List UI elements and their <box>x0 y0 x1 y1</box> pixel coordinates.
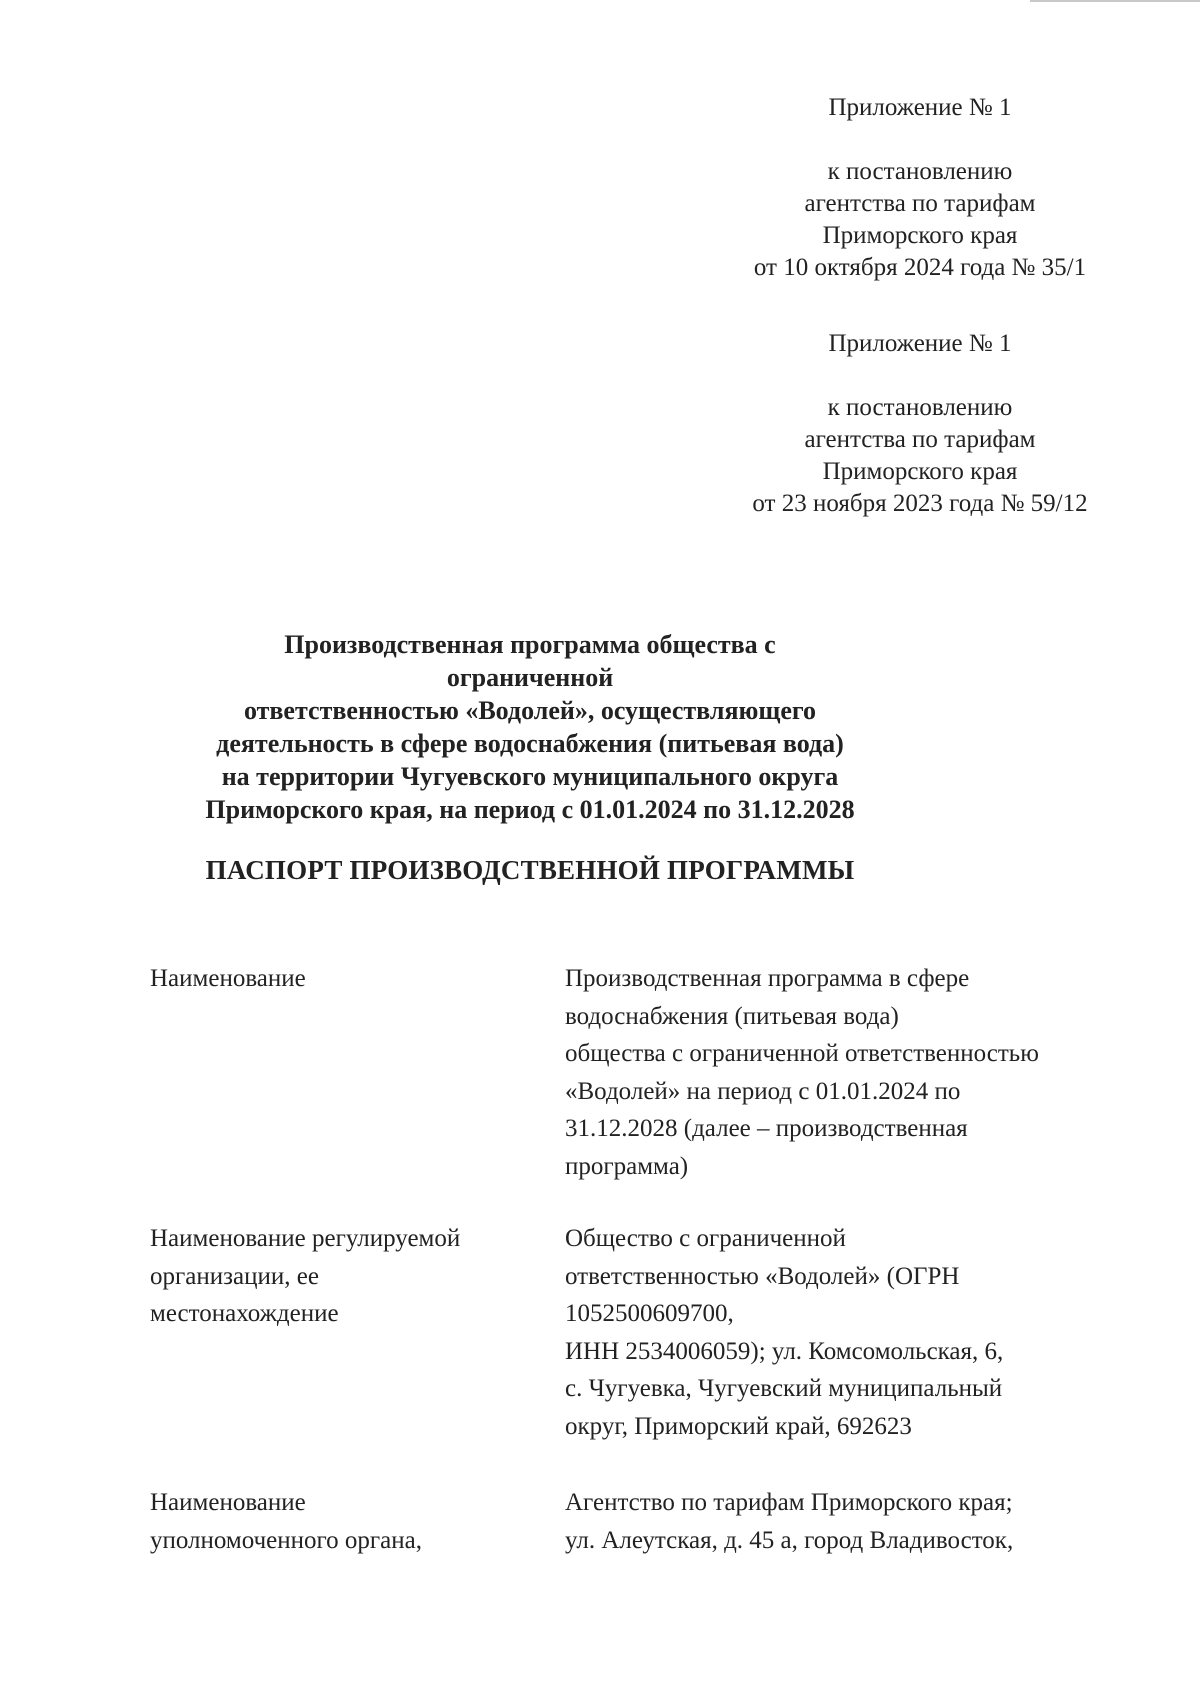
label-line: Наименование регулируемой <box>150 1225 461 1252</box>
section-title: ПАСПОРТ ПРОИЗВОДСТВЕННОЙ ПРОГРАММЫ <box>205 855 855 885</box>
value-line: Производственная программа в сфере <box>565 965 970 992</box>
value-line: 31.12.2028 (далее – производственная <box>565 1115 968 1142</box>
appendix-line: агентства по тарифам <box>804 426 1036 453</box>
value-line: Агентство по тарифам Приморского края; <box>565 1489 1013 1516</box>
appendix-line: агентства по тарифам <box>804 190 1036 217</box>
value-line: ул. Алеутская, д. 45 а, город Владивосток, <box>565 1526 1014 1554</box>
label-line: уполномоченного органа, <box>150 1526 422 1554</box>
value-line: Общество с ограниченной <box>565 1225 846 1252</box>
appendix-title: Приложение № 1 <box>828 94 1012 121</box>
label-line: местонахождение <box>150 1300 339 1327</box>
appendix-block-original <box>720 328 1120 520</box>
value-line: ИНН 2534006059); ул. Комсомольская, 6, <box>565 1337 1004 1365</box>
passport-value <box>565 1220 1085 1445</box>
heading-line: Приморского края, на период с 01.01.2024 по 31.12.2028 <box>205 795 855 824</box>
passport-value <box>565 1484 1085 1559</box>
scan-edge-line <box>1030 0 1200 2</box>
value-line: общества с ограниченной ответственностью <box>565 1040 1039 1067</box>
appendix-block-current <box>720 92 1120 284</box>
value-line: ответственностью «Водолей» (ОГРН <box>565 1262 960 1290</box>
passport-label <box>150 1220 530 1333</box>
value-line: 1052500609700, <box>565 1300 734 1327</box>
value-line: водоснабжения (питьевая вода) <box>565 1002 899 1030</box>
label-line: организации, ее <box>150 1262 319 1290</box>
passport-value <box>565 960 1085 1185</box>
document-heading <box>200 628 860 826</box>
value-line: с. Чугуевка, Чугуевский муниципальный <box>565 1375 1003 1402</box>
appendix-date-line: от 10 октября 2024 года № 35/1 <box>753 254 1087 281</box>
heading-line: на территории Чугуевского муниципального округа <box>221 762 839 791</box>
heading-line: деятельность в сфере водоснабжения (питьевая вода) <box>216 729 844 758</box>
appendix-line: к постановлению <box>827 394 1013 421</box>
appendix-line: к постановлению <box>827 158 1013 185</box>
label-line: Наименование <box>150 1489 306 1516</box>
appendix-date-line: от 23 ноября 2023 года № 59/12 <box>752 490 1088 517</box>
heading-line: ответственностью «Водолей», осуществляющего <box>243 696 817 725</box>
appendix-line: Приморского края <box>822 458 1018 485</box>
appendix-line: Приморского края <box>822 222 1018 249</box>
value-line: «Водолей» на период с 01.01.2024 по <box>565 1077 961 1105</box>
passport-label <box>150 960 530 998</box>
passport-label <box>150 1484 530 1559</box>
heading-line: Производственная программа общества с ограниченной <box>284 630 776 692</box>
value-line: округ, Приморский край, 692623 <box>565 1412 912 1440</box>
label-line: Наименование <box>150 965 306 992</box>
value-line: программа) <box>565 1152 689 1180</box>
appendix-title: Приложение № 1 <box>828 330 1012 357</box>
